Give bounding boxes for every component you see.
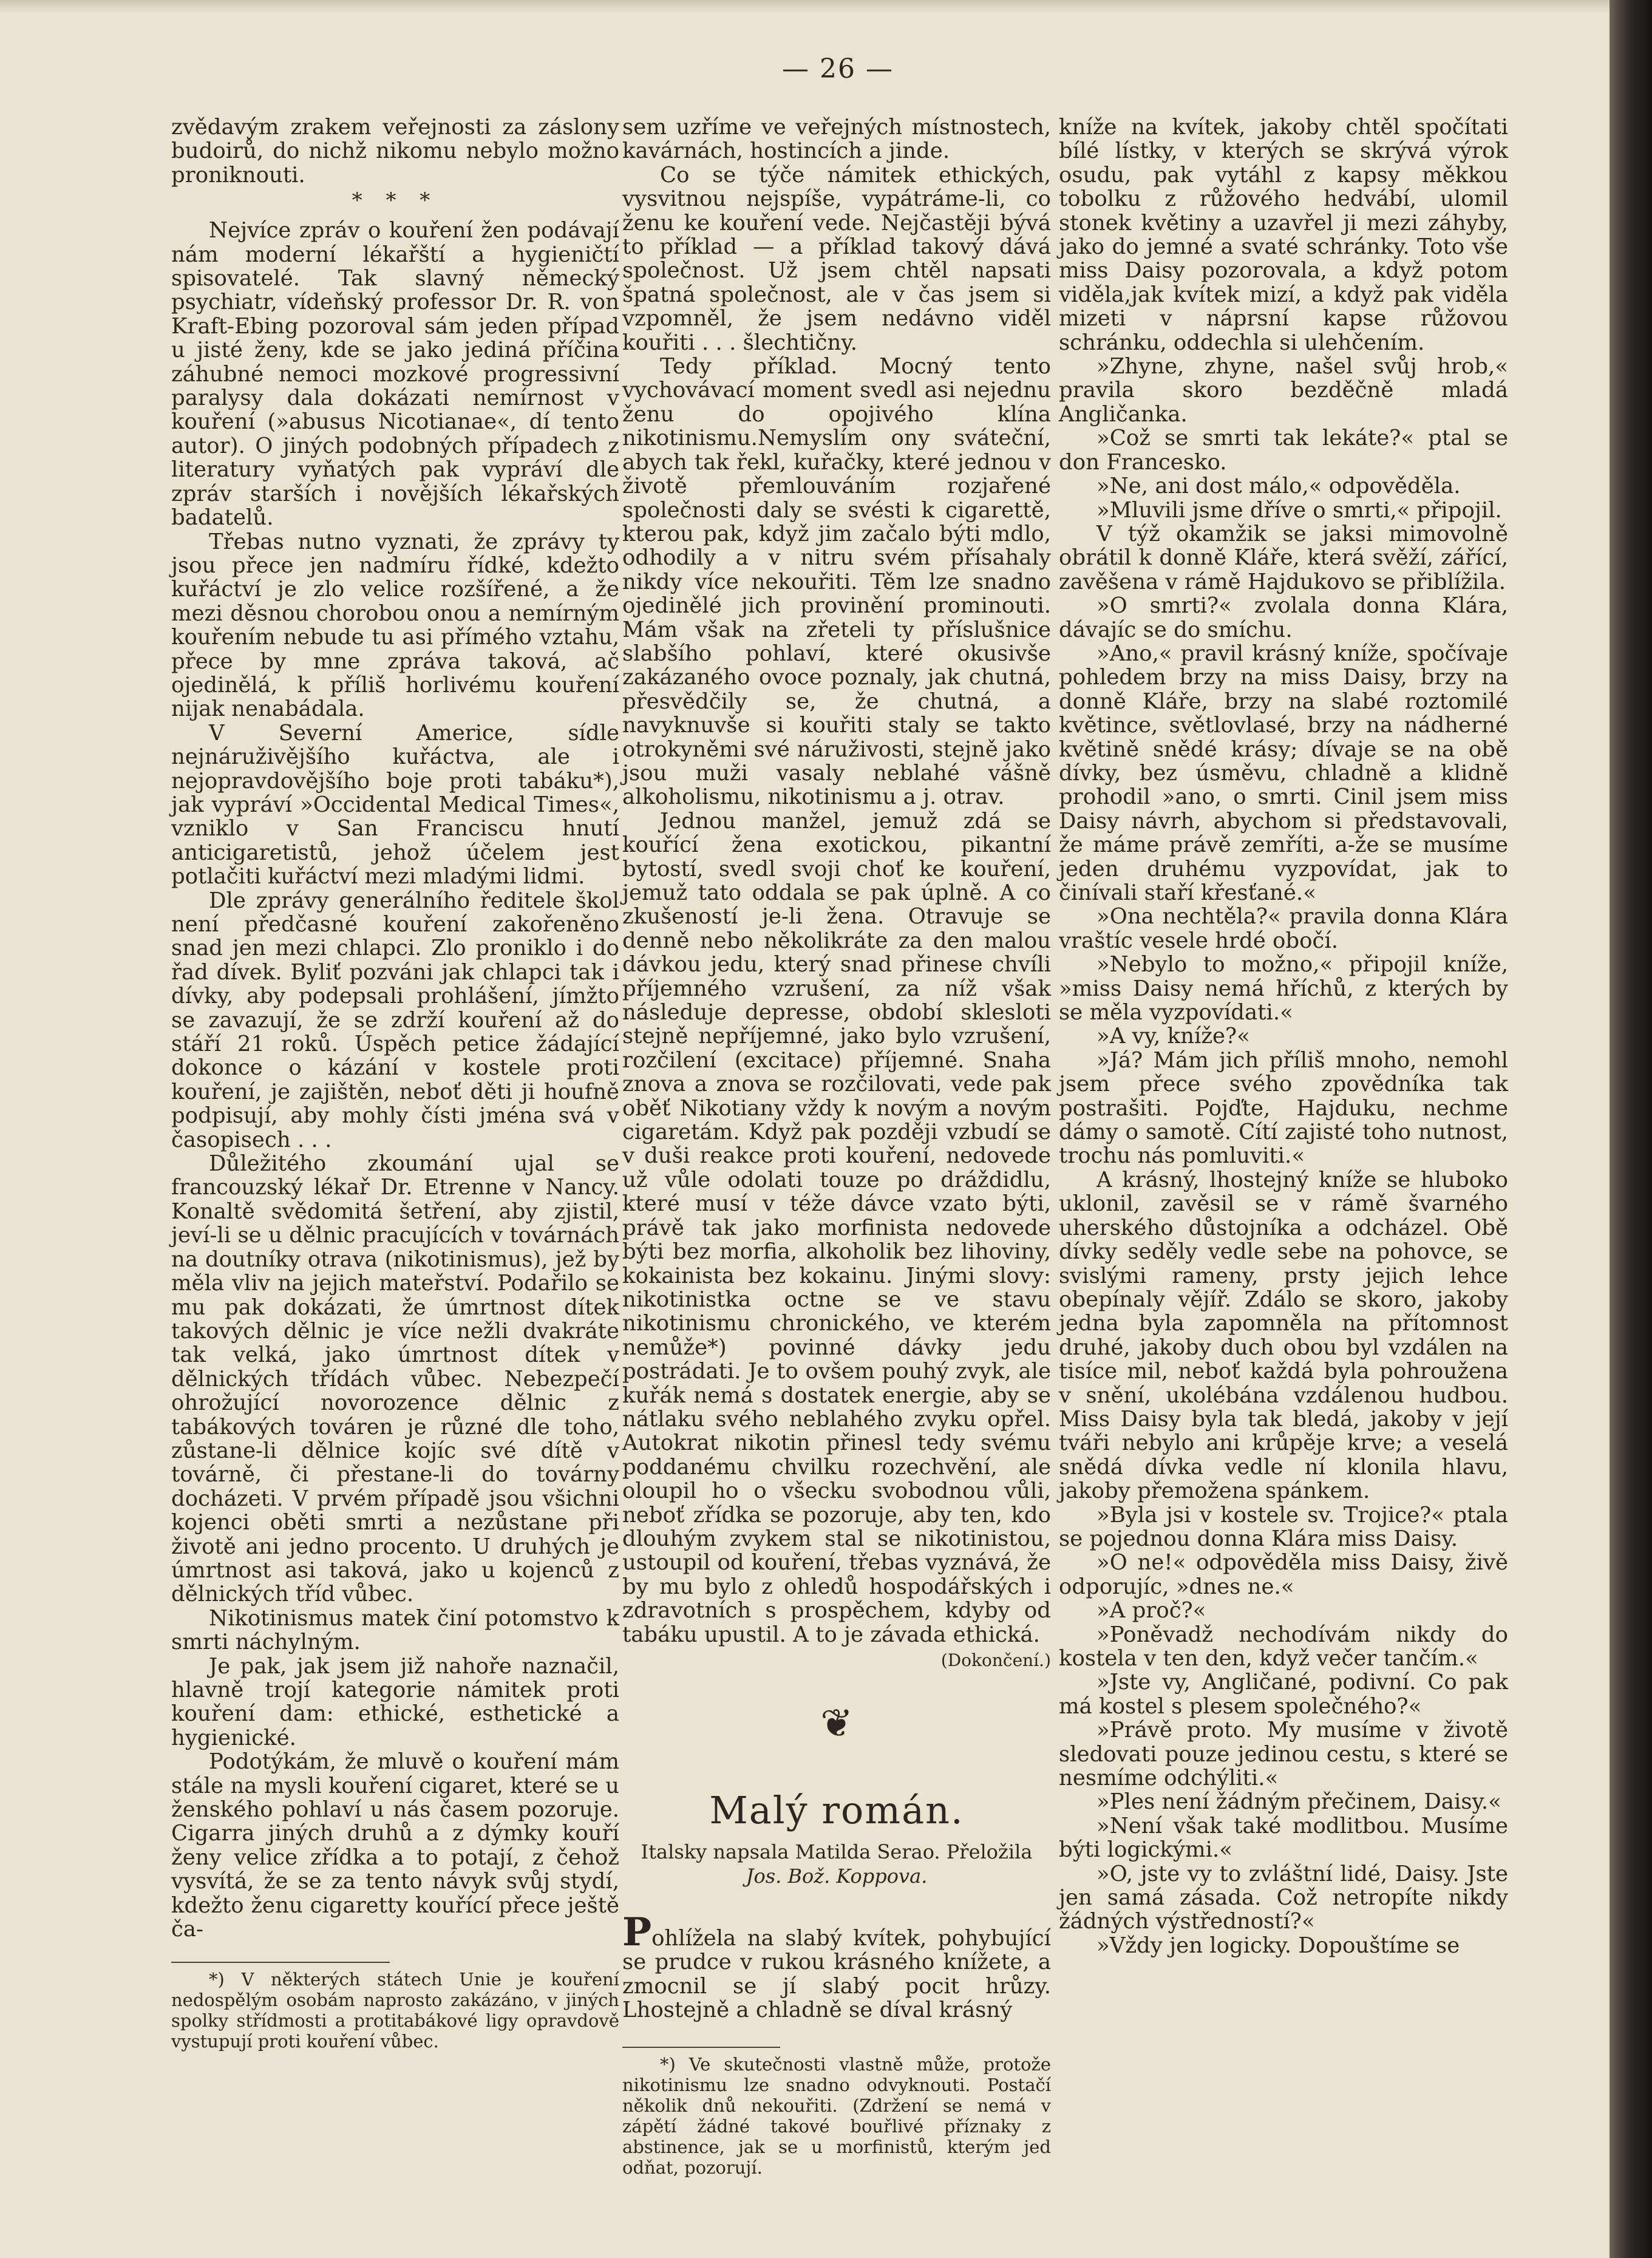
paragraph: »Ona nechtěla?« pravila donna Klára vraštíc vesele hrdé obočí.: [1059, 904, 1508, 953]
page-number: — 26 —: [782, 53, 894, 84]
continued-note: (Dokončení.): [940, 1650, 1051, 1670]
paragraph: »A vy, kníže?«: [1096, 1024, 1250, 1049]
paragraph: Podotýkám, že mluvě o kouření mám stále na mysli kouření cigaret, které se u ženského pohlaví u nás časem pozoruje. Cigarra jiných druhů a z dýmky kouří ženy velice zřídka a to potají, z čehož vysvítá, že se za tento návyk svůj stydí, kdežto ženu cigaretty kouřící přece ještě ča-: [171, 1749, 619, 1942]
paragraph: »Ples není žádným přečinem, Daisy.«: [1096, 1789, 1501, 1815]
paragraph: »Mluvili jsme dříve o smrti,« připojil.: [1096, 497, 1502, 523]
paragraph: Je pak, jak jsem již nahoře naznačil, hlavně trojí kategorie námitek proti kouření dam: ethické, esthetické a hygienické.: [171, 1653, 619, 1750]
paragraph: Co se týče námitek ethických, vysvitnou nejspíše, vypátráme-li, co ženu ke kouření vede. Nejčastěji bývá to příklad — a příklad takový dává společnost. Už jsem chtěl napsati špatná společnost, ale v čas jsem si vzpomněl, že jsem nedávno viděl kouřiti . . . šlechtičny.: [622, 162, 1051, 355]
story-first-text: ohlížela na slabý kvítek, pohybující se prudce v rukou krásného knížete, a zmocnil se jí slabý pocit hrůzy. Lhostejně a chladně se díval krásný: [622, 1926, 1051, 2023]
paragraph: »Což se smrti tak lekáte?« ptal se don Francesko.: [1059, 426, 1508, 475]
paragraph: »O smrti?« zvolala donna Klára, dávajíc se do smíchu.: [1059, 593, 1508, 642]
drop-cap: P: [622, 1909, 652, 1955]
paragraph: »Byla jsi v kostele sv. Trojice?« ptala se pojednou donna Klára miss Daisy.: [1059, 1502, 1508, 1551]
paragraph: »Jste vy, Angličané, podivní. Co pak má kostel s plesem společného?«: [1059, 1670, 1508, 1719]
paragraph: »Ne, ani dost málo,« odpověděla.: [1096, 474, 1461, 499]
footnote: *) V některých státech Unie je kouření nedospělým osobám naprosto zakázáno, v jiných spolky střídmosti a protitabákové ligy opravdově vystupují proti kouření vůbec.: [171, 1969, 619, 2052]
paragraph: »Nebylo to možno,« připojil kníže, »miss Daisy nemá hříchů, z kterých by se měla vyzpovídati.«: [1059, 952, 1508, 1025]
paragraph: Dle zprávy generálního ředitele škol není předčasné kouření zakořeněno snad jen mezi chlapci. Zlo proniklo i do řad dívek. Byliť pozváni jak chlapci tak i dívky, aby podepsali prohlášení, jímžto se zavazují, že se zdrží kouření až do stáří 21 roků. Úspěch petice žádající dokonce o kázání v kostele proti kouření, je zajištěn, neboť děti ji houfně podpisují, aby mohly čísti jména svá v časopisech . . .: [171, 888, 619, 1152]
footnote-rule: [171, 1962, 390, 1963]
paragraph: »O ne!« odpověděla miss Daisy, živě odporujíc, »dnes ne.«: [1059, 1550, 1508, 1599]
paragraph: »Ano,« pravil krásný kníže, spočívaje pohledem brzy na miss Daisy, brzy na donně Kláře, brzy na slabé roztomilé květince, světlovlasé, brzy na nádherné květině snědé krásy; dívaje se na obě dívky, bez úsměvu, chladně a klidně prohodil »ano, o smrti. Cinil jsem miss Daisy návrh, abychom si představovali, že máme právě zemříti, a-že se musíme jeden druhému vyzpovídat, jak to činívali staří křesťané.«: [1059, 641, 1508, 905]
story-translator: Jos. Bož. Koppova.: [746, 1865, 928, 1888]
paragraph: V týž okamžik se jaksi mimovolně obrátil k donně Kláře, která svěží, zářící, zavěšena v rámě Hajdukovo se přiblížila.: [1059, 521, 1508, 594]
paragraph: Třebas nutno vyznati, že zprávy ty jsou přece jen nadmíru řídké, kdežto kuřáctví je zlo velice rozšířené, a že mezi děsnou chorobou onou a nemírným kouřením nebude tu asi přímého vztahu, přece by mne zpráva taková, ač ojedinělá, k příliš horlivému kouření nijak nenabádala.: [171, 529, 619, 722]
column-1: [171, 115, 619, 2052]
paragraph: Jednou manžel, jemuž zdá se kouřící žena exotickou, pikantní bytostí, svedl svoji choť ke kouření, jemuž tato oddala se pak úplně. A co zkušeností je-li žena. Otravuje se denně nebo několikráte za den malou dávkou jedu, který snad přinese chvíli příjemného vzrušení, za níž však následuje depresse, období sklesloti stejně nepříjemné, jako bylo vzrušení, rozčilení (excitace) příjemné. Snaha znova a znova se rozčilovati, vede pak oběť Nikotiany vždy k novým a novým cigaretám. Když pak později vzbudí se v duši reakce proti kouření, nedovede už vůle odolati touze po dráždidlu, které musí v téže dávce vzato býti, právě tak jako morfinista nedovede býti bez morfia, alkoholik bez lihoviny, kokainista bez kokainu. Jinými slovy: nikotinistka octne se ve stavu nikotinismu chronického, ve kterém nemůže*) povinné dávky jedu postrádati. Je to ovšem pouhý zvyk, ale kuřák nemá s dostatek energie, aby se nátlaku svého neblahého zvyku opřel. Autokrat nikotin přinesl tedy svému poddanému chvilku rozechvění, ale oloupil ho o všecku svobodnou vůli, neboť zřídka se pozoruje, aby ten, kdo dlouhým zvykem stal se nikotinistou, ustoupil od kouření, třebas vyznává, že by mu bylo z ohledů hospodářských i zdravotních s prospěchem, kdyby od tabáku upustil. A to je závada ethická.: [622, 808, 1051, 1647]
paragraph: Nejvíce zpráv o kouření žen podávají nám moderní lékařští a hygieničtí spisovatelé. Tak slavný německý psychiatr, vídeňský professor Dr. R. von Kraft-Ebing pozoroval sám jeden případ u jisté ženy, kde se jako jediná příčina záhubné nemoci mozkové progressivní paralysy dala dokázati nemírnost v kouření (»abusus Nicotianae«, dí tento autor). O jiných podobných případech z literatury vyňatých pak vypráví dle zpráv starších i novějších lékařských badatelů.: [171, 218, 619, 531]
story-title: Malý román.: [709, 1788, 964, 1832]
paragraph: »A proč?«: [1096, 1598, 1206, 1624]
page-top-edge: [0, 0, 1610, 13]
paragraph: A krásný, lhostejný kníže se hluboko uklonil, zavěsil se v rámě švarného uherského důstojníka a odcházel. Obě dívky seděly vedle sebe na pohovce, se svislými rameny, prsty jejich lehce obepínaly vějíř. Zdálo se skoro, jakoby jedna byla zapomněla na přítomnost druhé, jakoby duch obou byl vzdálen na tisíce mil, neboť každá byla pohroužena v snění, ukolébána vzdálenou hudbou. Miss Daisy byla tak bledá, jakoby v její tváři nebylo ani krůpěje krve; a veselá snědá dívka vedle ní klonila hlavu, jakoby přemožena spánkem.: [1059, 1167, 1508, 1504]
footnote: *) Ve skutečnosti vlastně může, protože nikotinismu lze snadno odvyknouti. Postačí několik dnů nekouřiti. (Zdržení se nemá v zápětí žádné takové bouřlivé příznaky z abstinence, jak se u morfinistů, kterým jed odňat, pozorují.: [622, 2053, 1051, 2178]
column-2: [622, 115, 1051, 2178]
paragraph: »O, jste vy to zvláštní lidé, Daisy. Jste jen samá zásada. Což netropíte nikdy žádných výstředností?«: [1059, 1861, 1508, 1934]
binding-shadow: [1610, 0, 1652, 2258]
paragraph: »Není však také modlitbou. Musíme býti logickými.«: [1059, 1813, 1508, 1863]
paragraph: »Poněvadž nechodívám nikdy do kostela v ten den, když večer tančím.«: [1059, 1622, 1508, 1671]
paragraph: zvědavým zrakem veřejnosti za záslony budoirů, do nichž nikomu nebylo možno proniknouti.: [171, 115, 619, 188]
paragraph: Tedy příklad. Mocný tento vychovávací moment svedl asi nejednu ženu do opojivého klína nikotinismu.Nemyslím ony sváteční, abych tak řekl, kuřačky, které jednou v životě přemlouváním rozjařené společnosti daly se svésti k cigarettě, kterou pak, když jim začalo býti mdlo, odhodily a v nitru svém přísahaly nikdy více nekouřiti. Těm lze snadno ojedinělé jich provinění prominouti. Mám však na zřeteli ty příslušnice slabšího pohlaví, které okusivše zakázaného ovoce poznaly, jak chutná, přesvědčily se, že chutná, a navyknuvše si kouřiti staly se takto otrokyněmi své náruživosti, stejně jako jsou muži vasaly neblahé vášně alkoholismu, nikotinismu a j. otrav.: [622, 354, 1051, 810]
story-first-paragraph: [622, 1909, 1051, 2023]
section-stars: * * *: [352, 188, 439, 213]
paragraph: »Já? Mám jich příliš mnoho, nemohl jsem přece svého zpovědníka tak postrašiti. Pojďte, Hajduku, nechme dámy o samotě. Cítí zajisté toho nutnost, trochu nás pomluviti.«: [1059, 1047, 1508, 1169]
paragraph: V Severní Americe, sídle nejnáruživějšího kuřáctva, ale i nejopravdovějšího boje proti tabáku*), jak vypráví »Occidental Medical Times«, vzniklo v San Franciscu hnutí anticigaretistů, jehož účelem jest potlačiti kuřáctví mezi mladými lidmi.: [171, 720, 619, 889]
paragraph: sem uzříme ve veřejných místnostech, kavárnách, hostincích a jinde.: [622, 115, 1051, 164]
paragraph: Nikotinismus matek činí potomstvo k smrti náchylným.: [171, 1605, 619, 1655]
paragraph: Důležitého zkoumání ujal se francouzský lékař Dr. Etrenne v Nancy. Konaltě svědomitá šetření, aby zjistil, jeví-li se u dělnic pracujících v továrnách na doutníky otrava (nikotinismus), jež by měla vliv na jejich mateřství. Podařilo se mu pak dokázati, že úmrtnost dítek takových dělnic je více nežli dvakráte tak velká, jako úmrtnost dítek v dělnických třídách vůbec. Nebezpečí ohrožující novorozence dělnic z tabákových továren je různé dle toho, zůstane-li dělnice kojíc své dítě v továrně, či přestane-li do továrny docházeti. V prvém případě jsou všichni kojenci oběti smrti a nezůstane při životě ani jedno procento. U druhých je úmrtnost asi taková, jako u kojenců z dělnických tříd vůbec.: [171, 1151, 619, 1607]
story-byline: Italsky napsala Matilda Serao. Přeložila: [641, 1840, 1033, 1863]
paragraph: »Vždy jen logicky. Dopouštíme se: [1096, 1933, 1460, 1958]
footnote-rule: [622, 2047, 780, 2048]
fleuron-icon: ❦: [820, 1701, 853, 1746]
column-3: [1059, 115, 1508, 1957]
paragraph: »Právě proto. My musíme v životě sledovati pouze jedinou cestu, s které se nesmíme odchýliti.«: [1059, 1718, 1508, 1791]
paragraph: kníže na kvítek, jakoby chtěl spočítati bílé lístky, v kterých se skrývá výrok osudu, pak vytáhl z kapsy měkkou tobolku z růžového hedvábí, ulomil stonek květiny a uzavřel ji mezi záhyby, jako do jemné a svaté schránky. Toto vše miss Daisy pozorovala, a když potom viděla,jak kvítek mizí, a když pak viděla mizeti v náprsní kapse růžovou schránku, oddechla si ulehčením.: [1059, 115, 1508, 355]
paragraph: »Zhyne, zhyne, našel svůj hrob,« pravila skoro bezděčně mladá Angličanka.: [1059, 354, 1508, 427]
